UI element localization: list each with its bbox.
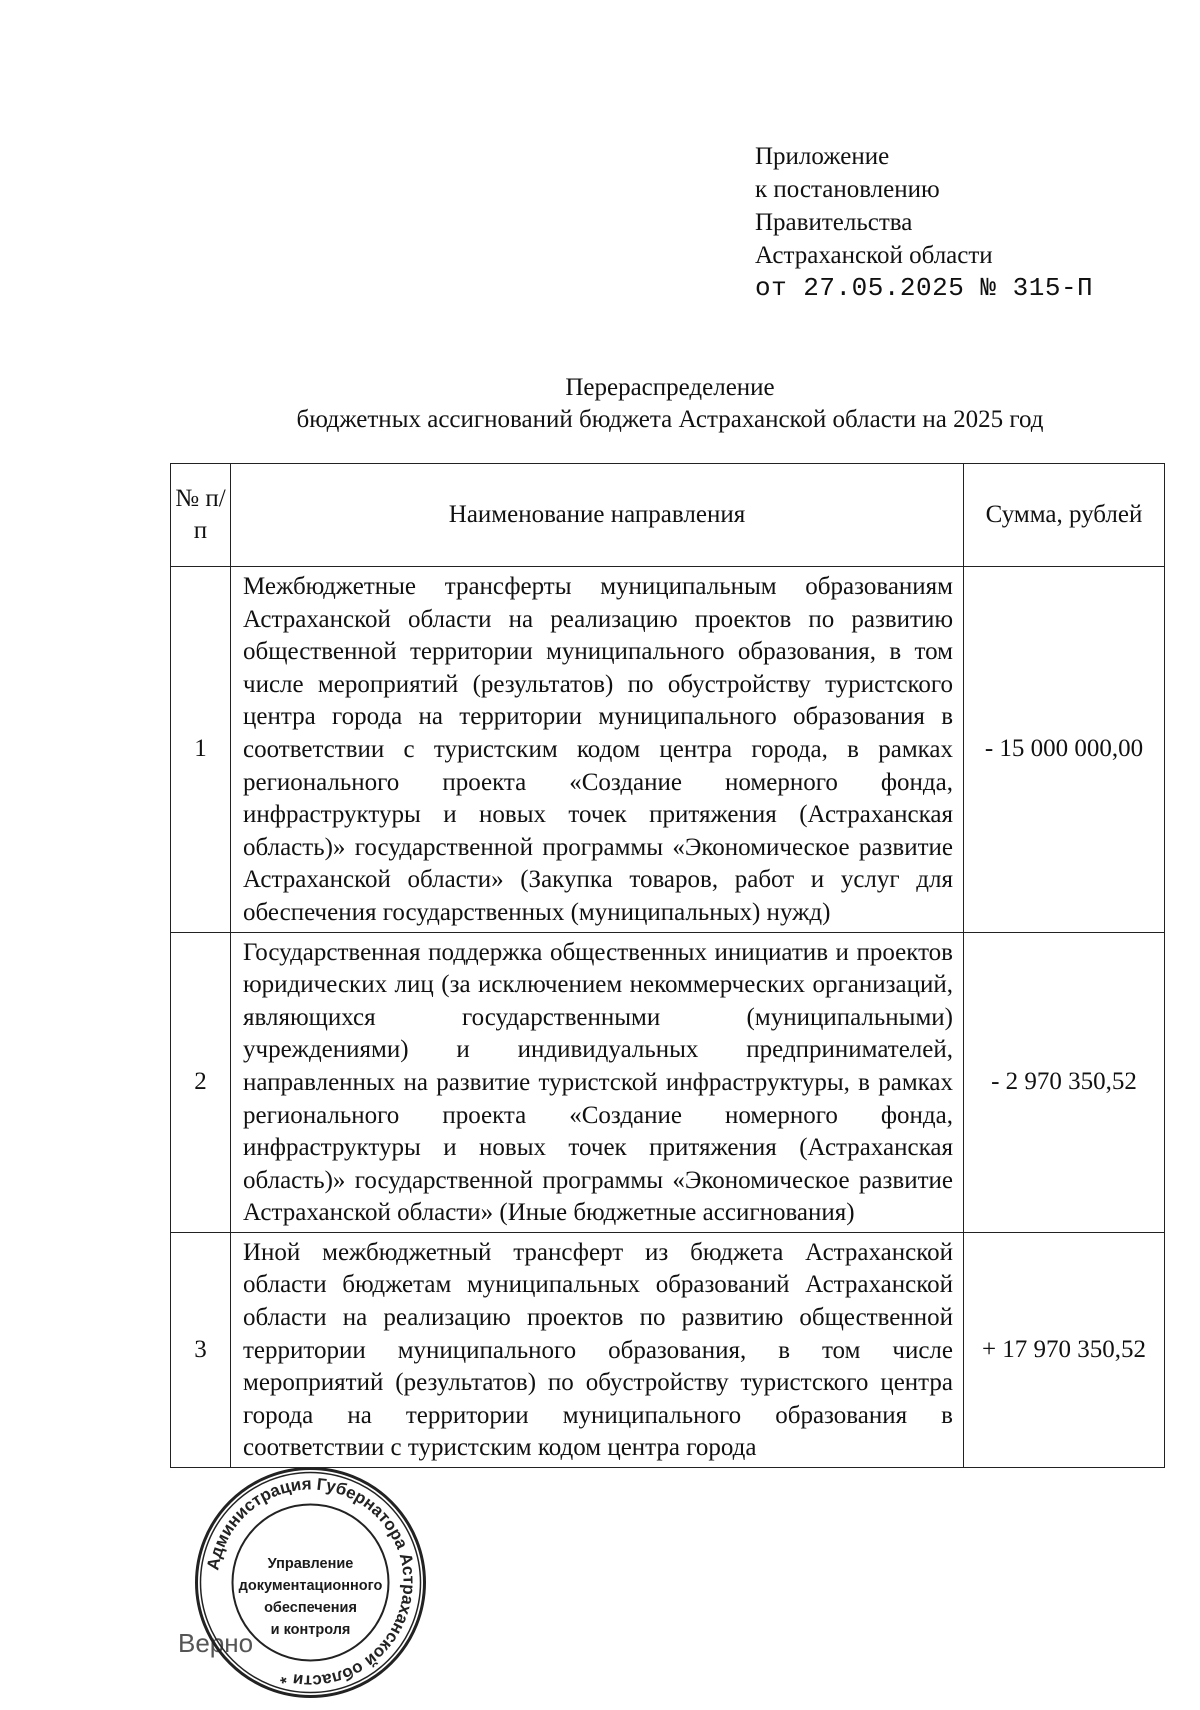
table-row [171,567,1165,933]
table-row [171,932,1165,1232]
header-num: № п/п [171,464,231,567]
appendix-date-number: от 27.05.2025 № 315-П [755,273,1094,303]
stamp-line-3: обеспечения [264,1600,357,1616]
stamp-line-1: Управление [267,1556,354,1572]
appendix-block [755,140,1093,305]
row-name: Межбюджетные трансферты муниципальным образованиям Астраханской области на реализацию проектов по развитию общественной территории муниципального образования, в том числе мероприятий (результатов) по обустройству туристского центра города на территории муниципального образования в соответствии с туристским кодом центра города, в рамках регионального проекта «Создание номерного фонда, инфраструктуры и новых точек притяжения (Астраханская область)» государственной программы «Экономическое развитие Астраханской области» (Закупка товаров, работ и услуг для обеспечения государственных (муниципальных) нужд) [231,567,964,933]
header-name: Наименование направления [231,464,964,567]
document-title [130,372,1200,436]
stamp-line-4: и контроля [270,1622,351,1638]
stamp-line-2: документационного [238,1578,383,1594]
row-sum: + 17 970 350,52 [964,1232,1165,1467]
certification-note: Верно [178,1628,254,1658]
appendix-line-4: Астраханской области [755,242,993,269]
row-num: 2 [171,932,231,1232]
official-stamp [193,1465,428,1700]
row-num: 3 [171,1232,231,1467]
row-sum: - 15 000 000,00 [964,567,1165,933]
budget-table [170,463,1165,1468]
table-header-row [171,464,1165,567]
row-num: 1 [171,567,231,933]
row-name: Иной межбюджетный трансферт из бюджета Астраханской области бюджетам муниципальных образований Астраханской области на реализацию проектов по развитию общественной территории муниципального образования, в том числе мероприятий (результатов) по обустройству туристского центра города на территории муниципального образования в соответствии с туристским кодом центра города [231,1232,964,1467]
appendix-line-2: к постановлению [755,176,940,203]
stamp-center-text [193,1553,428,1641]
header-sum: Сумма, рублей [964,464,1165,567]
title-line-1: Перераспределение [565,374,775,401]
appendix-line-1: Приложение [755,143,890,170]
table-row [171,1232,1165,1467]
stamp-ring-text: Администрация Губернатора Астраханской области * [203,1474,419,1691]
appendix-line-3: Правительства [755,209,913,236]
row-name: Государственная поддержка общественных инициатив и проектов юридических лиц (за исключением некоммерческих организаций, являющихся государственными (муниципальными) учреждениями) и индивидуальных предпринимателей, направленных на развитие туристской инфраструктуры, в рамках регионального проекта «Создание номерного фонда, инфраструктуры и новых точек притяжения (Астраханская область)» государственной программы «Экономическое развитие Астраханской области» (Иные бюджетные ассигнования) [231,932,964,1232]
title-line-2: бюджетных ассигнований бюджета Астраханской области на 2025 год [296,406,1044,433]
row-sum: - 2 970 350,52 [964,932,1165,1232]
